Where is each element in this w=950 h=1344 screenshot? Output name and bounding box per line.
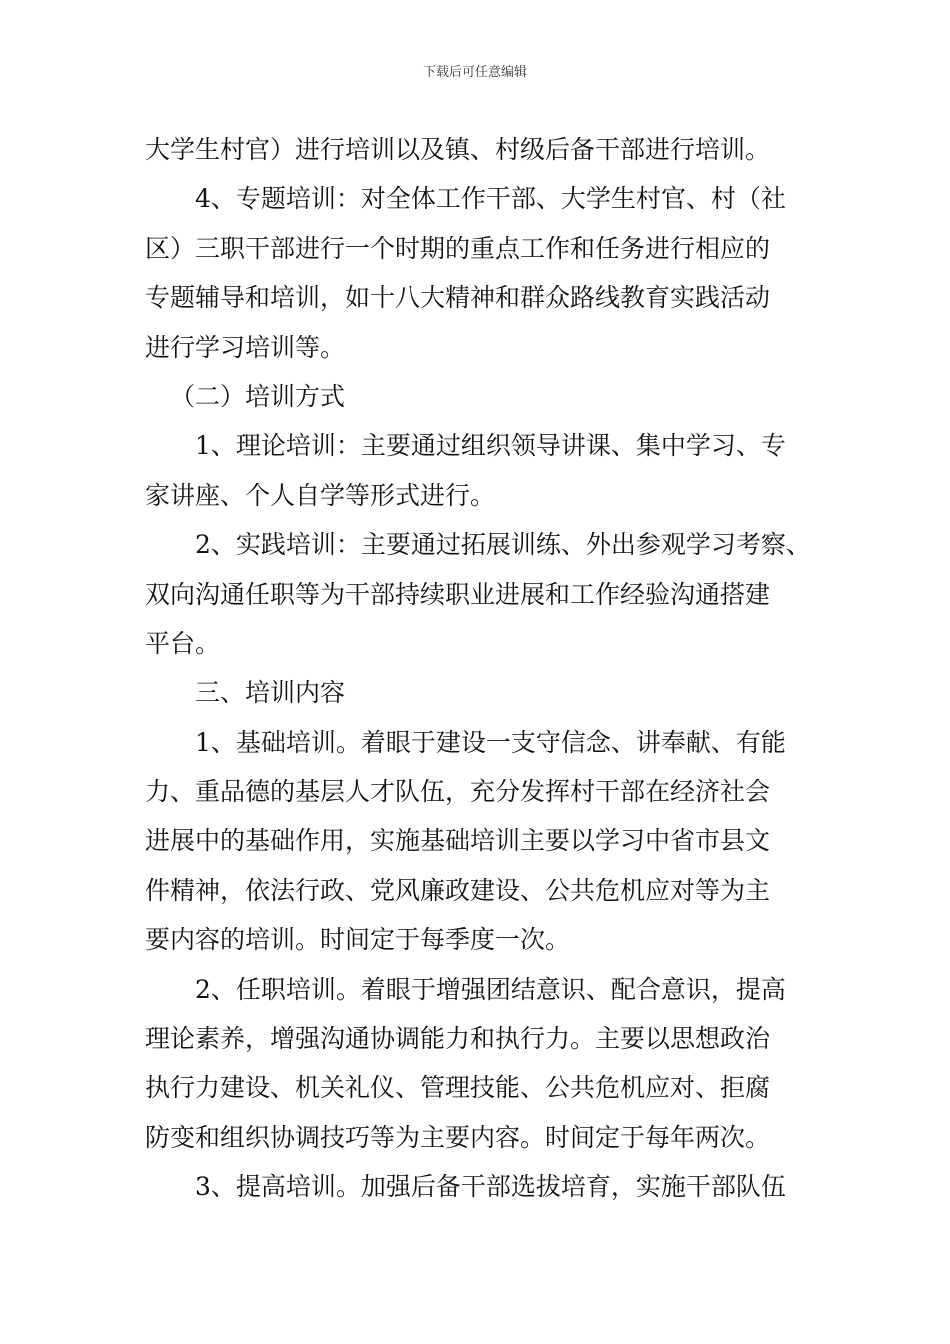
section-heading: （二）培训方式 (170, 381, 346, 411)
text-line: 理论素养，增强沟通协调能力和执行力。主要以思想政治 (145, 1024, 771, 1054)
document-body (145, 125, 825, 1212)
text-line: 进行学习培训等。 (145, 332, 346, 362)
text-line: 执行力建设、机关礼仪、管理技能、公共危机应对、拒腐 (145, 1073, 771, 1103)
text-line: 双向沟通任职等为干部持续职业进展和工作经验沟通搭建 (145, 579, 771, 609)
text-line: 防变和组织协调技巧等为主要内容。时间定于每年两次。 (145, 1122, 771, 1152)
text-line: 3、提高培训。加强后备干部选拔培育，实施干部队伍 (195, 1172, 786, 1202)
text-line: 2、实践培训：主要通过拓展训练、外出参观学习考察、 (195, 530, 811, 560)
text-line: 家讲座、个人自学等形式进行。 (145, 480, 496, 510)
page-header: 下载后可任意编辑 (422, 65, 527, 80)
text-line: 件精神，依法行政、党风廉政建设、公共危机应对等为主 (145, 875, 771, 905)
text-line: 1、基础培训。着眼于建设一支守信念、讲奉献、有能 (195, 727, 786, 757)
text-line: 进展中的基础作用，实施基础培训主要以学习中省市县文 (145, 826, 771, 856)
text-line: 大学生村官）进行培训以及镇、村级后备干部进行培训。 (145, 135, 771, 164)
text-line: 1、理论培训：主要通过组织领导讲课、集中学习、专 (195, 431, 786, 461)
section-heading: 三、培训内容 (195, 678, 346, 708)
text-line: 区）三职干部进行一个时期的重点工作和任务进行相应的 (145, 233, 771, 263)
text-line: 力、重品德的基层人才队伍，充分发挥村干部在经济社会 (145, 777, 771, 807)
text-line: 2、任职培训。着眼于增强团结意识、配合意识，提高 (195, 974, 786, 1004)
text-line: 要内容的培训。时间定于每季度一次。 (145, 925, 571, 955)
text-line: 平台。 (145, 628, 221, 658)
text-line: 4、专题培训：对全体工作干部、大学生村官、村（社 (195, 184, 786, 214)
text-line: 专题辅导和培训，如十八大精神和群众路线教育实践活动 (145, 283, 771, 313)
